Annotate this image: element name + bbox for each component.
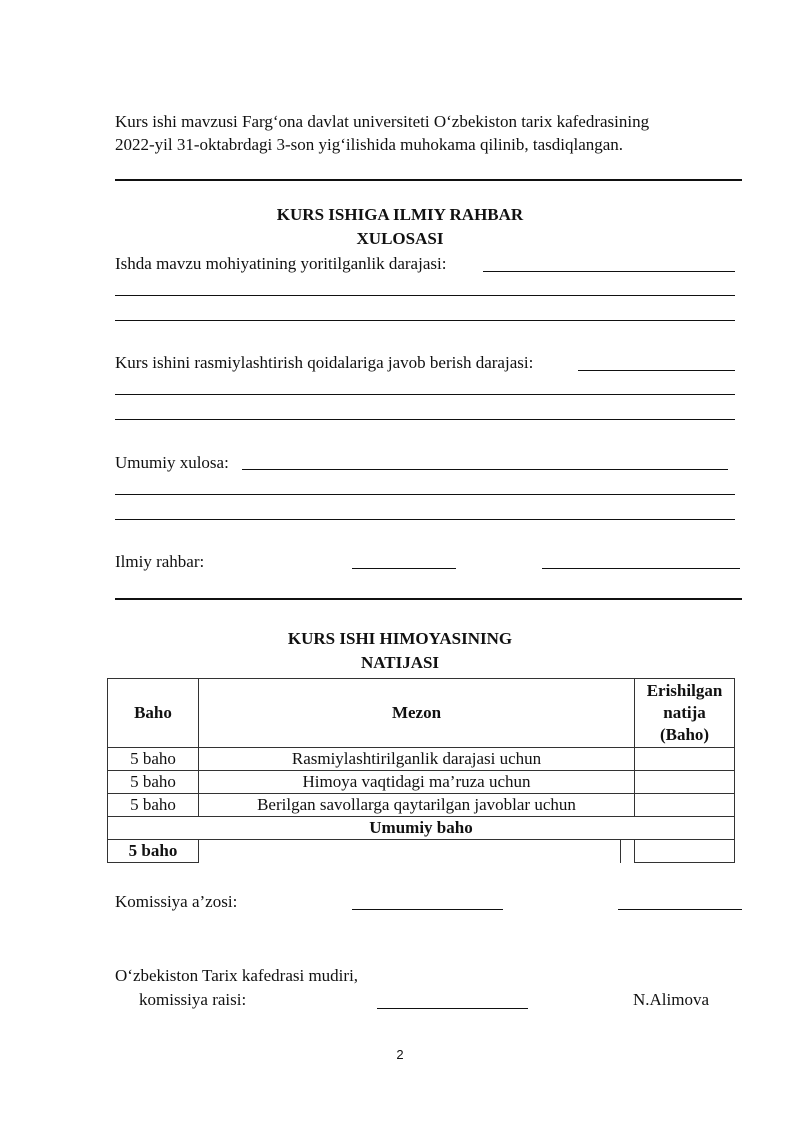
conclusion-title: KURS ISHIGA ILMIY RAHBAR bbox=[276, 205, 524, 224]
total-spacer bbox=[199, 840, 621, 863]
row-grade: 5 baho bbox=[108, 748, 199, 771]
commission-member-label: Komissiya a’zosi: bbox=[115, 892, 238, 911]
answer-line[interactable] bbox=[483, 271, 735, 272]
table-row bbox=[108, 771, 735, 794]
signature-line[interactable] bbox=[352, 568, 456, 569]
total-label: Umumiy baho bbox=[108, 817, 735, 840]
total-result[interactable] bbox=[635, 840, 735, 863]
table-row bbox=[108, 748, 735, 771]
intro-line-1: Kurs ishi mavzusi Farg‘ona davlat universiteti O‘zbekiston tarix kafedrasining bbox=[115, 112, 650, 131]
defense-subtitle: NATIJASI bbox=[360, 653, 440, 672]
answer-line[interactable] bbox=[578, 370, 735, 371]
table-header-row bbox=[108, 679, 735, 748]
answer-line[interactable] bbox=[115, 394, 735, 395]
question-coverage-label: Ishda mavzu mohiyatining yoritilganlik darajasi: bbox=[115, 254, 447, 273]
row-criterion: Himoya vaqtidagi ma’ruza uchun bbox=[199, 771, 635, 794]
total-label-row bbox=[108, 817, 735, 840]
signature-line[interactable] bbox=[352, 909, 503, 910]
divider bbox=[115, 598, 742, 600]
signature-line[interactable] bbox=[377, 1008, 528, 1009]
row-criterion: Rasmiylashtirilganlik darajasi uchun bbox=[199, 748, 635, 771]
general-conclusion-label: Umumiy xulosa: bbox=[115, 453, 229, 472]
row-grade: 5 baho bbox=[108, 794, 199, 817]
header-grade: Baho bbox=[108, 679, 199, 748]
page-number: 2 bbox=[396, 1047, 404, 1062]
defense-title: KURS ISHI HIMOYASINING bbox=[287, 629, 513, 648]
commission-chair-label: komissiya raisi: bbox=[139, 990, 247, 1009]
total-row bbox=[108, 840, 735, 863]
total-spacer bbox=[621, 840, 635, 863]
answer-line[interactable] bbox=[115, 320, 735, 321]
header-criterion: Mezon bbox=[199, 679, 635, 748]
table-row bbox=[108, 794, 735, 817]
conclusion-subtitle: XULOSASI bbox=[356, 229, 444, 248]
answer-line[interactable] bbox=[115, 494, 735, 495]
header-result: Erishilgan natija (Baho) bbox=[635, 679, 735, 748]
question-formatting-label: Kurs ishini rasmiylashtirish qoidalariga javob berish darajasi: bbox=[115, 353, 534, 372]
advisor-label: Ilmiy rahbar: bbox=[115, 552, 205, 571]
answer-line[interactable] bbox=[242, 469, 728, 470]
name-line[interactable] bbox=[542, 568, 740, 569]
row-grade: 5 baho bbox=[108, 771, 199, 794]
answer-line[interactable] bbox=[115, 519, 735, 520]
row-result[interactable] bbox=[635, 794, 735, 817]
answer-line[interactable] bbox=[115, 419, 735, 420]
row-criterion: Berilgan savollarga qaytarilgan javoblar uchun bbox=[199, 794, 635, 817]
intro-line-2: 2022-yil 31-oktabrdagi 3-son yig‘ilishida muhokama qilinib, tasdiqlangan. bbox=[115, 135, 624, 154]
department-head-label: O‘zbekiston Tarix kafedrasi mudiri, bbox=[115, 966, 359, 985]
answer-line[interactable] bbox=[115, 295, 735, 296]
row-result[interactable] bbox=[635, 771, 735, 794]
results-table bbox=[107, 678, 735, 863]
chair-name: N.Alimova bbox=[633, 990, 710, 1009]
name-line[interactable] bbox=[618, 909, 742, 910]
intro-paragraph bbox=[115, 110, 755, 156]
row-result[interactable] bbox=[635, 748, 735, 771]
divider bbox=[115, 179, 742, 181]
total-grade: 5 baho bbox=[108, 840, 199, 863]
